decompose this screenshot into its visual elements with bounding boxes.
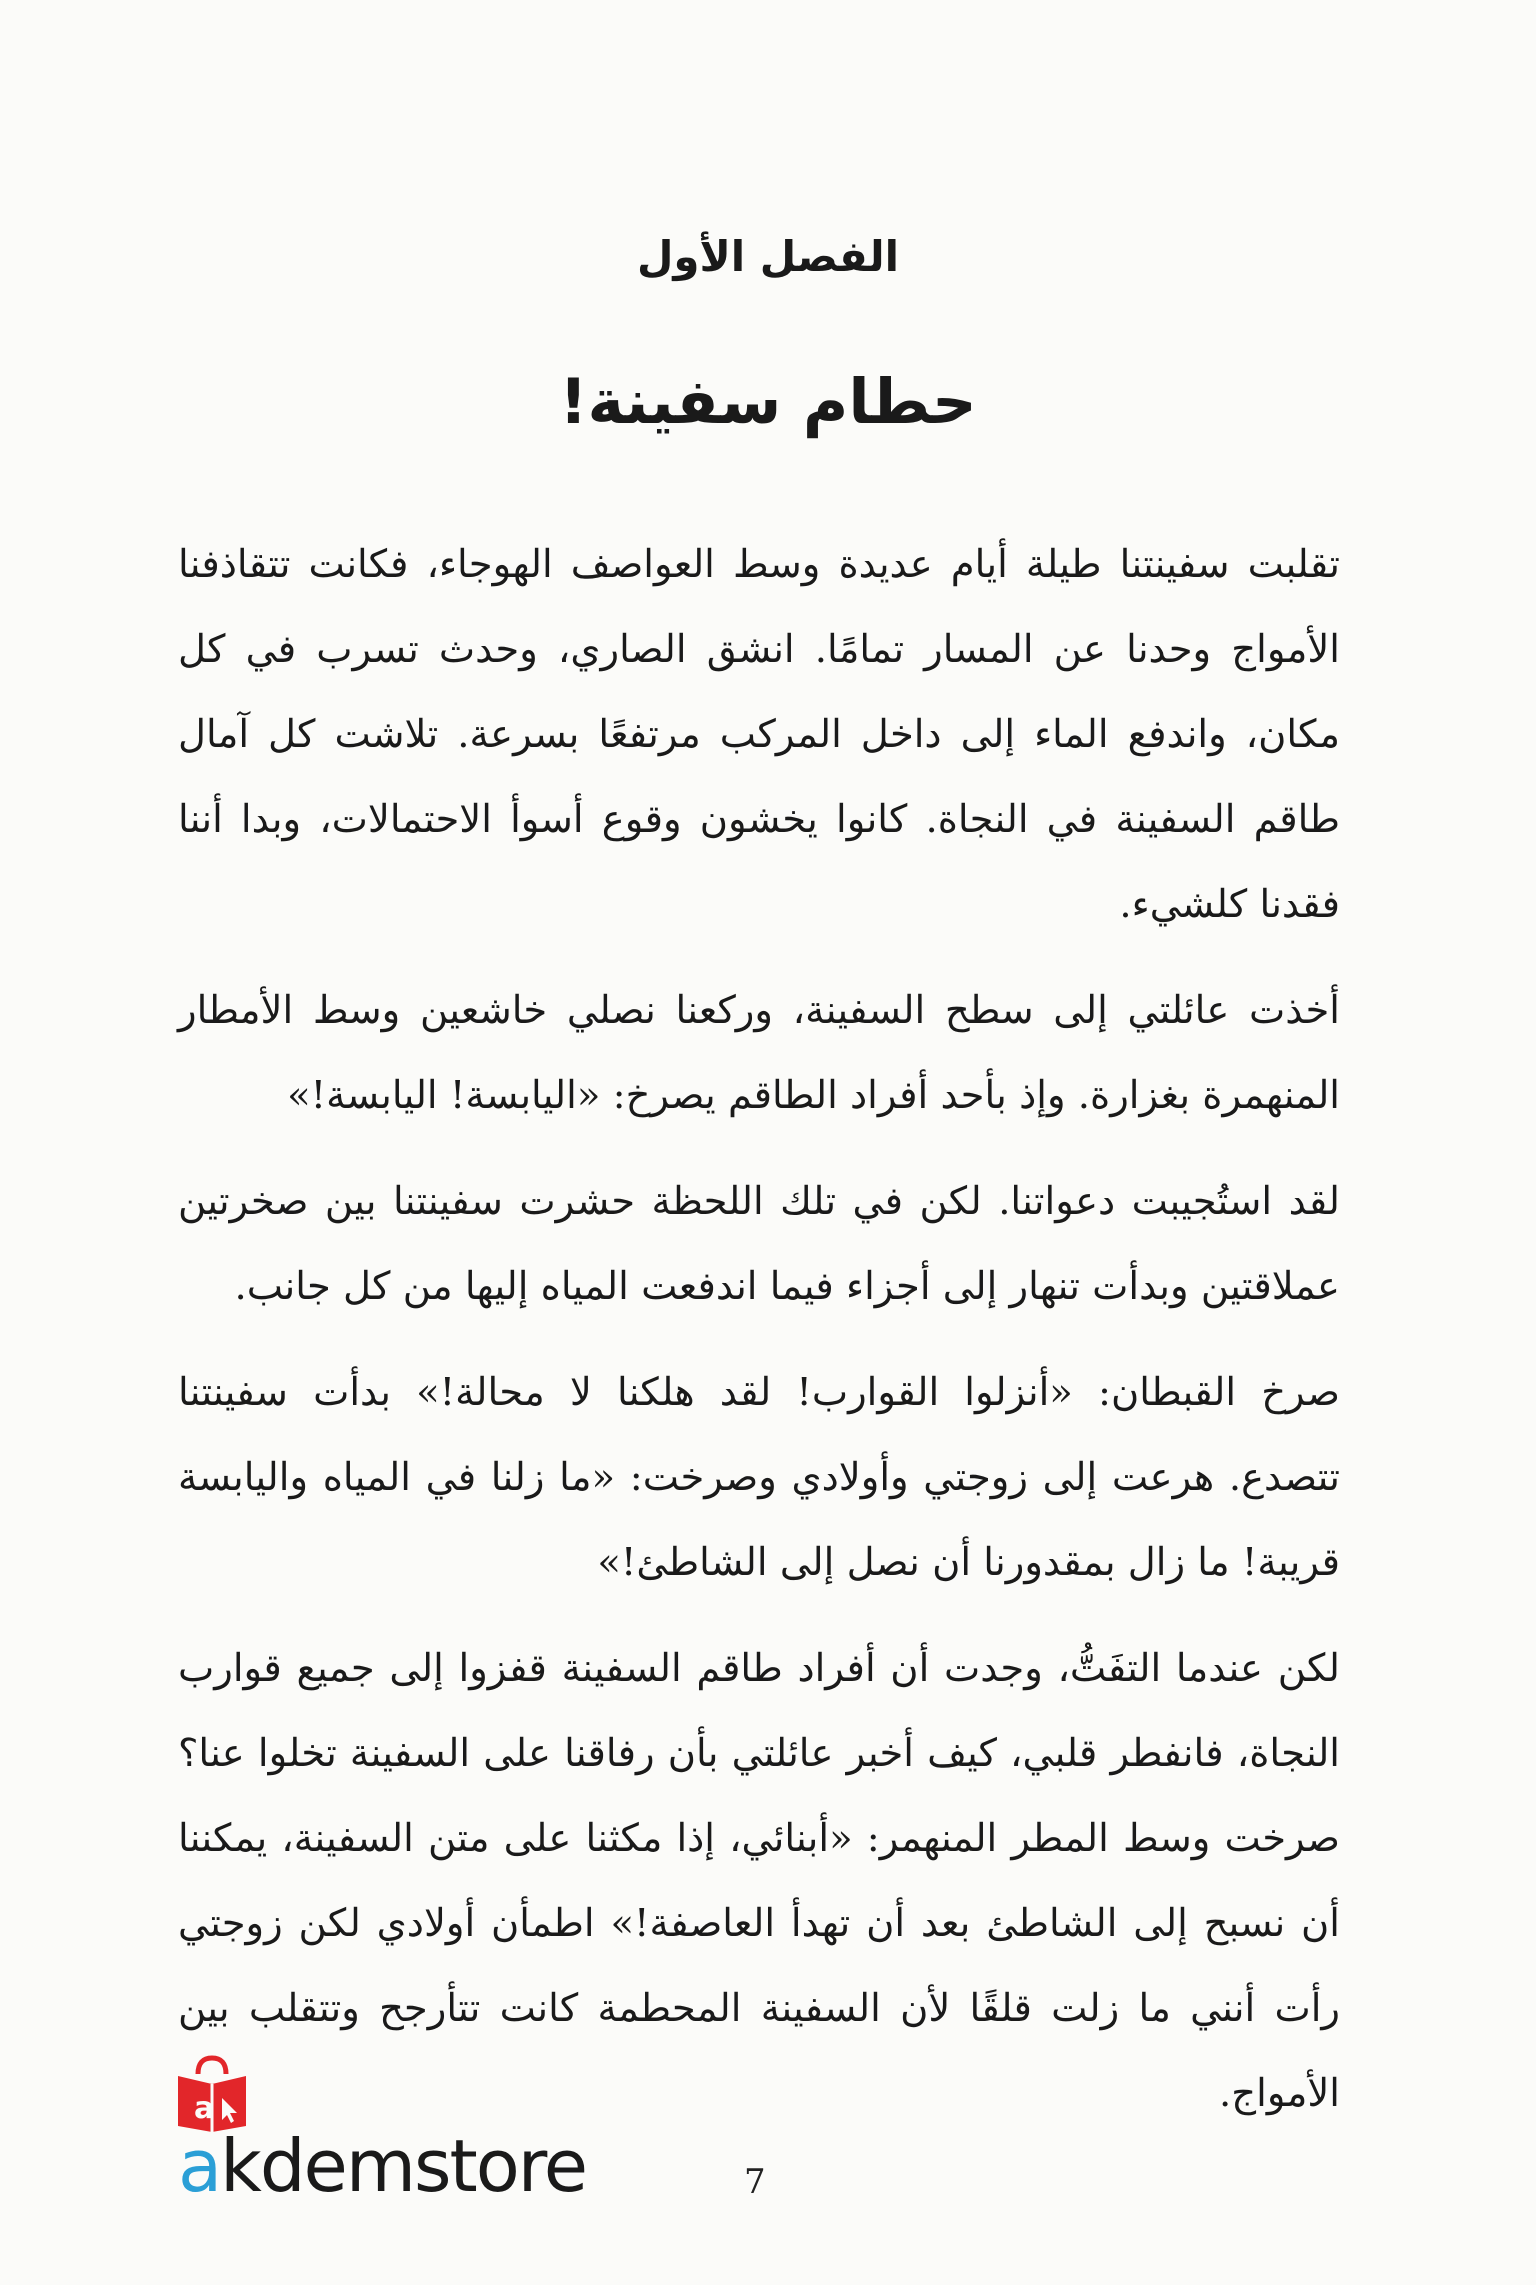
watermark-text: kdemstore bbox=[220, 2124, 587, 2208]
svg-text:a: a bbox=[194, 2091, 215, 2126]
paragraph-5: لكن عندما التفَتُّ، وجدت أن أفراد طاقم السفينة قفزوا إلى جميع قوارب النجاة، فانفطر قلبي، كيف أخبر عائلتي بأن رفاقنا على السفينة تخلوا عنا؟ صرخت وسط المطر المنهمر: «أبنائي، إذا مكثنا على متن السفينة، يمكننا أن نسبح إلى الشاطئ بعد أن تهدأ العاصفة!» اطمأن أولادي لكن زوجتي رأت أنني ما زلت قلقًا لأن السفينة المحطمة كانت تتأرجح وتتقلب بين الأمواج. bbox=[178, 1646, 1340, 2116]
watermark-accent-letter: a bbox=[178, 2124, 221, 2208]
paragraph-2: أخذت عائلتي إلى سطح السفينة، وركعنا نصلي خاشعين وسط الأمطار المنهمرة بغزارة. وإذ بأحد أفراد الطاقم يصرخ: «اليابسة! اليابسة!» bbox=[178, 988, 1340, 1118]
store-watermark bbox=[178, 2124, 587, 2208]
paragraph-1: تقلبت سفينتنا طيلة أيام عديدة وسط العواصف الهوجاء، فكانت تتقاذفنا الأمواج وحدنا عن المسار تمامًا. انشق الصاري، وحدث تسرب في كل مكان، واندفع الماء إلى داخل المركب مرتفعًا بسرعة. تلاشت كل آمال طاقم السفينة في النجاة. كانوا يخشون وقوع أسوأ الاحتمالات، وبدا أننا فقدنا كلشيء. bbox=[178, 542, 1340, 927]
paragraph-3: لقد استُجيبت دعواتنا. لكن في تلك اللحظة حشرت سفينتنا بين صخرتين عملاقتين وبدأت تنهار إلى أجزاء فيما اندفعت المياه إليها من كل جانب. bbox=[178, 1179, 1340, 1309]
page-number: 7 bbox=[744, 2162, 766, 2202]
chapter-title: حطام سفينة! bbox=[559, 365, 977, 438]
paragraph-4: صرخ القبطان: «أنزلوا القوارب! لقد هلكنا لا محالة!» بدأت سفينتنا تتصدع. هرعت إلى زوجتي وأولادي وصرخت: «ما زلنا في المياه واليابسة قريبة! ما زال بمقدورنا أن نصل إلى الشاطئ!» bbox=[178, 1370, 1340, 1585]
chapter-label: الفصل الأول bbox=[636, 232, 900, 281]
store-bag-icon bbox=[172, 2052, 252, 2134]
chapter-body bbox=[178, 522, 1340, 2157]
